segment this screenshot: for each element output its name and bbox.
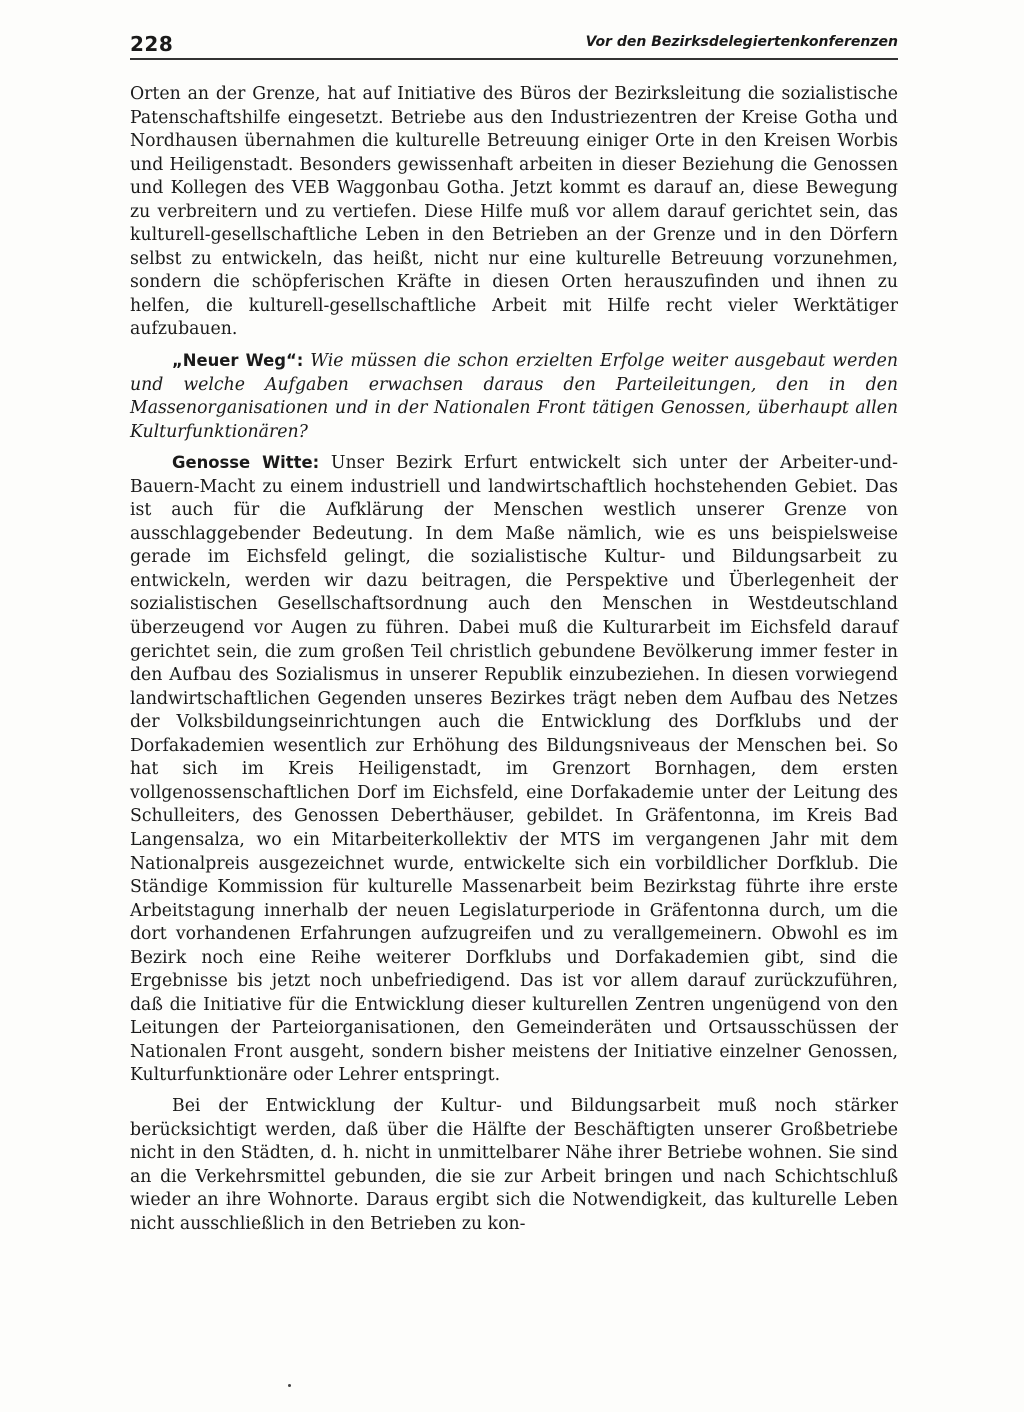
paragraph-1: Orten an der Grenze, hat auf Initiative des Büros der Bezirksleitung die sozialistische Patenschaftshilfe eingesetzt. Betriebe aus den Industriezentren der Kreise Gotha und Nordhausen übernahmen die kulturelle Betreuung einiger Orte in den Kreisen Worbis und Heiligenstadt. Besonders gewissenhaft arbeiten in dieser Beziehung die Genossen und Kollegen des VEB Waggonbau Gotha. Jetzt kommt es darauf an, diese Bewegung zu verbreitern und zu vertiefen. Diese Hilfe muß vor allem darauf gerichtet sein, das kulturell-gesellschaftliche Leben in den Betrieben an der Grenze und in den Dörfern selbst zu entwickeln, das heißt, nicht nur eine kulturelle Betreuung vorzunehmen, sondern die schöpferischen Kräfte in diesen Orten herauszufinden und ihnen zu helfen, die kulturell-gesellschaftliche Arbeit mit Hilfe recht vieler Werktätiger aufzubauen. (130, 84, 898, 340)
scan-speck (288, 1384, 291, 1387)
body-text (130, 83, 898, 1243)
interview-answer-speaker: Genosse Witte: (172, 453, 320, 473)
page-number: 228 (130, 32, 174, 56)
paragraph-3 (130, 451, 898, 1088)
page-header (130, 30, 898, 56)
paragraph-4: Bei der Entwicklung der Kultur- und Bildungsarbeit muß noch stärker berücksichtigt werden, daß über die Hälfte der Beschäftigten unserer Großbetriebe nicht in den Städten, d. h. nicht in unmittelbarer Nähe ihrer Betriebe wohnen. Sie sind an die Verkehrsmittel gebunden, die sie zur Arbeit bringen und nach Schichtschluß wieder an ihre Wohnorte. Daraus ergibt sich die Notwendigkeit, das kulturelle Leben nicht ausschließlich in den Betrieben zu kon- (130, 1095, 898, 1234)
interview-question-speaker: „Neuer Weg“: (172, 351, 304, 371)
interview-question-text: Wie müssen die schon erzielten Erfolge weiter ausgebaut werden und welche Aufgaben erwachsen daraus den Parteileitungen, den in den Massenorganisationen und in der Nationalen Front tätigen Genossen, überhaupt allen Kulturfunktionären? (130, 351, 899, 442)
running-head: Vor den Bezirksdelegiertenkonferenzen (585, 34, 898, 50)
paragraph-2 (130, 349, 898, 444)
interview-answer-text: Unser Bezirk Erfurt entwickelt sich unter der Arbeiter-und-Bauern-Macht zu einem industriell und landwirtschaftlich hochstehenden Gebiet. Das ist auch für die Aufklärung der Menschen westlich unserer Grenze von ausschlaggebender Bedeutung. In dem Maße nämlich, wie es uns beispielsweise gerade im Eichsfeld gelingt, die sozialistische Kultur- und Bildungsarbeit zu entwickeln, werden wir dazu beitragen, die Perspektive und Überlegenheit der sozialistischen Gesellschaftsordnung auch den Menschen in Westdeutschland überzeugend vor Augen zu führen. Dabei muß die Kulturarbeit im Eichsfeld darauf gerichtet sein, die zum großen Teil christlich gebundene Bevölkerung immer fester in den Aufbau des Sozialismus in unserer Republik einzubeziehen. In diesen vorwiegend landwirtschaftlichen Gegenden unseres Bezirkes trägt neben dem Aufbau des Netzes der Volksbildungseinrichtungen auch die Entwicklung des Dorfklubs und der Dorfakademien wesentlich zur Erhöhung des Bildungsniveaus der Menschen bei. So hat sich im Kreis Heiligenstadt, im Grenzort Bornhagen, dem ersten vollgenossenschaftlichen Dorf im Eichsfeld, eine Dorfakademie unter der Leitung des Schulleiters, des Genossen Deberthäuser, gebildet. In Gräfentonna, im Kreis Bad Langensalza, wo ein Mitarbeiterkollektiv der MTS im vergangenen Jahr mit dem Nationalpreis ausgezeichnet wurde, entwickelte sich ein vorbildlicher Dorfklub. Die Ständige Kommission für kulturelle Massenarbeit beim Bezirkstag führte ihre erste Arbeitstagung innerhalb der neuen Legislaturperiode in Gräfentonna durch, um die dort vorhandenen Erfahrungen aufzugreifen und zu verallgemeinern. Obwohl es im Bezirk noch eine Reihe weiterer Dorfklubs und Dorfakademien gibt, sind die Ergebnisse bis jetzt noch unbefriedigend. Das ist vor allem darauf zurückzuführen, daß die Initiative für die Entwicklung dieser kulturellen Zentren ungenügend von den Leitungen der Parteiorganisationen, den Gemeinderäten und Ortsausschüssen der Nationalen Front ausgeht, sondern bisher meistens der Initiative einzelner Genossen, Kulturfunktionäre oder Lehrer entspringt. (130, 453, 899, 1086)
header-rule (130, 58, 898, 60)
